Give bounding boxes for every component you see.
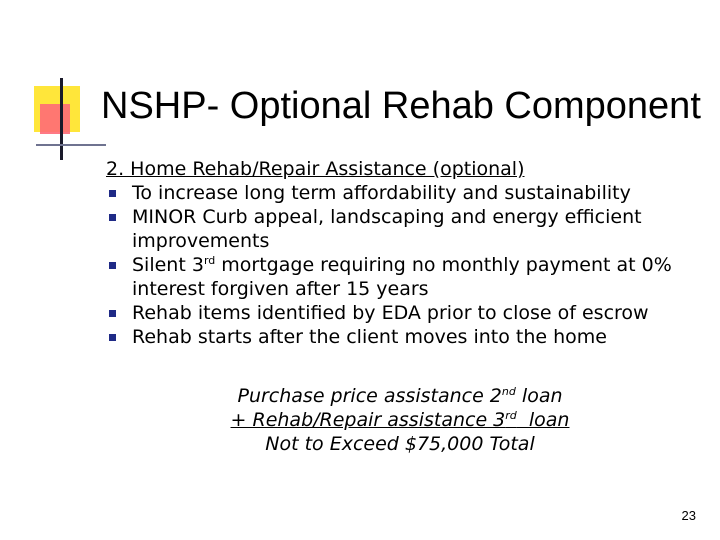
summary-text: loan xyxy=(515,385,563,407)
bullet-text-pre: Silent 3 xyxy=(132,254,204,276)
summary-text: Purchase price assistance 2 xyxy=(237,385,502,407)
bullet-item xyxy=(106,253,706,301)
ordinal-suffix: rd xyxy=(505,409,517,422)
bullet-text-post: mortgage requiring no monthly payment at 0% interest forgiven after 15 years xyxy=(132,254,672,300)
section-heading: 2. Home Rehab/Repair Assistance (optional) xyxy=(106,158,525,180)
ordinal-suffix: rd xyxy=(203,254,216,267)
summary-line-total: Not to Exceed $75,000 Total xyxy=(265,433,535,455)
bullet-list xyxy=(106,181,706,349)
slide-body xyxy=(106,157,706,349)
bullet-item xyxy=(106,301,706,325)
bullet-text: MINOR Curb appeal, landscaping and energy efficient improvements xyxy=(132,206,642,252)
bullet-text: Rehab starts after the client moves into the home xyxy=(132,326,607,348)
page-number: 23 xyxy=(681,508,696,523)
ordinal-suffix: nd xyxy=(501,385,516,398)
square-bullet-icon xyxy=(109,262,116,269)
assistance-summary xyxy=(180,384,620,456)
summary-line-purchase xyxy=(180,384,620,408)
decorative-horizontal-line xyxy=(36,144,106,146)
summary-text: loan xyxy=(516,409,570,431)
square-bullet-icon xyxy=(109,190,116,197)
square-bullet-icon xyxy=(109,214,116,221)
summary-text: + Rehab/Repair assistance 3 xyxy=(230,409,506,431)
slide-title: NSHP- Optional Rehab Component xyxy=(101,85,701,127)
bullet-item xyxy=(106,205,706,253)
bullet-item xyxy=(106,181,706,205)
square-bullet-icon xyxy=(109,310,116,317)
bullet-text: Rehab items identified by EDA prior to close of escrow xyxy=(132,302,649,324)
summary-line-rehab xyxy=(180,408,620,432)
bullet-item xyxy=(106,325,706,349)
decorative-vertical-line xyxy=(60,78,63,160)
bullet-text: To increase long term affordability and sustainability xyxy=(132,182,631,204)
square-bullet-icon xyxy=(109,334,116,341)
decorative-red-square xyxy=(40,104,70,134)
